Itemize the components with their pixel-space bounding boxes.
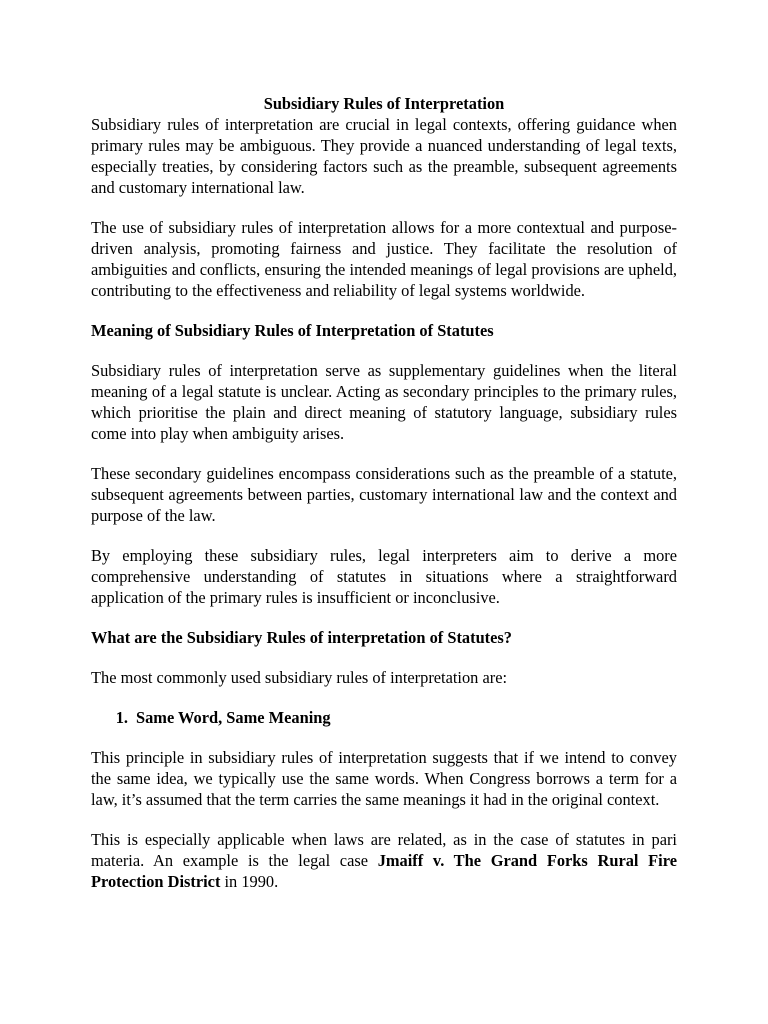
same-word-paragraph-1: This principle in subsidiary rules of interpretation suggests that if we intend to convey the same idea, we typically use the same words. When Congress borrows a term for a law, it’s assumed that the term carries the same meanings it had in the original context. bbox=[91, 748, 677, 809]
what-are-heading: What are the Subsidiary Rules of interpretation of Statutes? bbox=[91, 628, 512, 647]
list-item-same-word bbox=[91, 707, 677, 728]
same-word-paragraph-2 bbox=[91, 829, 677, 892]
document-title: Subsidiary Rules of Interpretation bbox=[263, 94, 505, 113]
intro-paragraph-1: Subsidiary rules of interpretation are crucial in legal contexts, offering guidance when primary rules may be ambiguous. They provide a nuanced understanding of legal texts, especially treaties, by considering factors such as the preamble, subsequent agreements and customary international law. bbox=[91, 115, 677, 197]
meaning-paragraph-1: Subsidiary rules of interpretation serve as supplementary guidelines when the literal meaning of a legal statute is unclear. Acting as secondary principles to the primary rules, which prioritise the plain and direct meaning of statutory language, subsidiary rules come into play when ambiguity arises. bbox=[91, 361, 677, 443]
common-rules-intro: The most commonly used subsidiary rules of interpretation are: bbox=[91, 668, 508, 687]
same-word-paragraph-2-start: This is especially applicable when laws are related, as in the case of statutes in pari materia. An example is the legal case bbox=[91, 830, 677, 870]
document-page bbox=[91, 93, 677, 911]
same-word-paragraph-2-end: in 1990. bbox=[220, 872, 279, 891]
meaning-heading: Meaning of Subsidiary Rules of Interpretation of Statutes bbox=[91, 321, 494, 340]
intro-paragraph-2: The use of subsidiary rules of interpretation allows for a more contextual and purpose-driven analysis, promoting fairness and justice. They facilitate the resolution of ambiguities and conflicts, ensuring the intended meanings of legal provisions are upheld, contributing to the effectiveness and reliability of legal systems worldwide. bbox=[91, 218, 677, 300]
list-item-number: 1. bbox=[115, 708, 128, 727]
list-item-label: Same Word, Same Meaning bbox=[136, 708, 331, 727]
meaning-paragraph-3: By employing these subsidiary rules, legal interpreters aim to derive a more comprehensive understanding of statutes in situations where a straightforward application of the primary rules is insufficient or inconclusive. bbox=[91, 546, 677, 607]
case-name: Jmaiff v. The Grand Forks Rural Fire Protection District bbox=[91, 851, 677, 891]
meaning-paragraph-2: These secondary guidelines encompass considerations such as the preamble of a statute, subsequent agreements between parties, customary international law and the context and purpose of the law. bbox=[91, 464, 677, 525]
